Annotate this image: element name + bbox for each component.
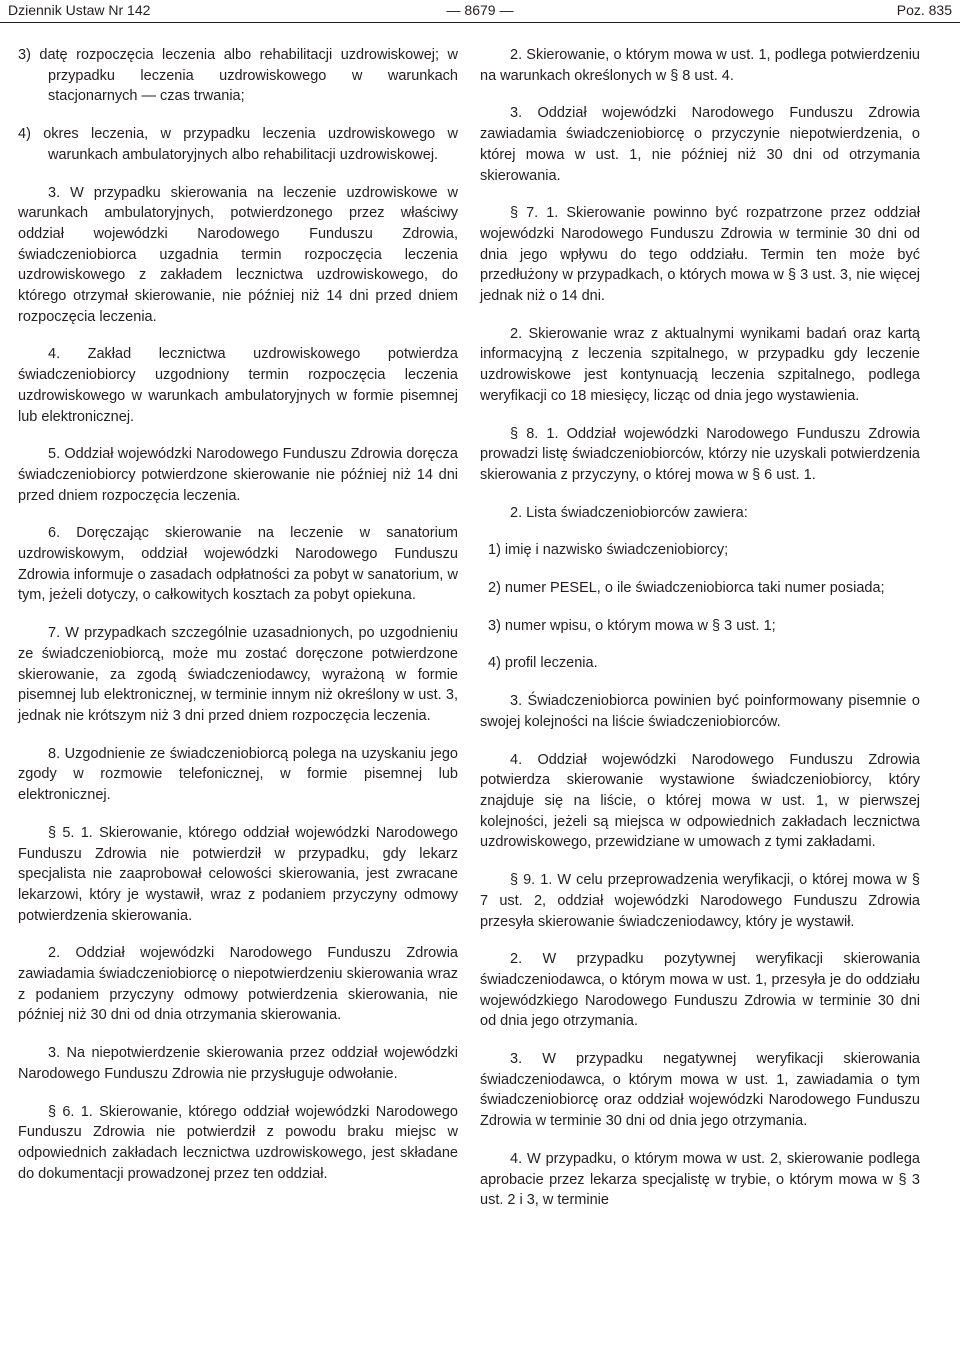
paragraph: 2. Lista świadczeniobiorców zawiera: (510, 504, 748, 521)
list-item: 3) numer wpisu, o którym mowa w § 3 ust. 1; (488, 617, 776, 634)
paragraph: 2. W przypadku pozytywnej weryfikacji skierowania świadczeniodawca, o którym mowa w ust. 1, przesyła je do oddziału wojewódzkiego Narodowego Funduszu Zdrowia w terminie 30 dni od dnia jego otrzymania. (480, 951, 920, 1030)
paragraph: 5. Oddział wojewódzki Narodowego Funduszu Zdrowia doręcza świadczeniobiorcy potwierdzone skierowanie nie później niż 14 dni przed dniem rozpoczęcia leczenia. (18, 446, 458, 504)
list-item: 4) okres leczenia, w przypadku leczenia uzdrowiskowego w warunkach ambulatoryjnych albo rehabilitacji uzdrowiskowej. (18, 126, 458, 163)
paragraph: 6. Doręczając skierowanie na leczenie w sanatorium uzdrowiskowym, oddział wojewódzki Narodowego Funduszu Zdrowia informuje o zasadach odpłatności za pobyt w sanatorium, w tym, jeżeli dotyczy, o całkowitych kosztach za pobyt opiekuna. (18, 525, 458, 604)
paragraph: § 5. 1. Skierowanie, którego oddział wojewódzki Narodowego Funduszu Zdrowia nie potwierdził w przypadku, gdy lekarz specjalista nie zaaprobował celowości skierowania, jest zwracane lekarzowi, który je wystawił, wraz z podaniem przyczyny odmowy potwierdzenia skierowania. (18, 824, 458, 924)
position-number: Poz. 835 (896, 2, 952, 18)
paragraph: 4. W przypadku, o którym mowa w ust. 2, skierowanie podlega aprobacie przez lekarza specjalistę w trybie, o którym mowa w § 3 ust. 2 i 3, w terminie (480, 1150, 920, 1209)
header-divider (0, 22, 960, 23)
paragraph: 3. Świadczeniobiorca powinien być poinformowany pisemnie o swojej kolejności na liście świadczeniobiorców. (480, 693, 920, 730)
left-column (18, 45, 458, 1201)
right-column (480, 45, 920, 1228)
paragraph: § 9. 1. W celu przeprowadzenia weryfikacji, o której mowa w § 7 ust. 2, oddział wojewódzki Narodowego Funduszu Zdrowia przesyła skierowanie świadczeniodawcy, który je wystawił. (480, 872, 920, 930)
list-item: 4) profil leczenia. (488, 655, 598, 672)
paragraph: 3. Na niepotwierdzenie skierowania przez oddział wojewódzki Narodowego Funduszu Zdrowia nie przysługuje odwołanie. (18, 1045, 458, 1082)
paragraph: 4. Oddział wojewódzki Narodowego Funduszu Zdrowia potwierdza skierowanie wystawione świadczeniobiorcy, który znajduje się na liście, o której mowa w ust. 1, w pierwszej kolejności, jeżeli są miejsca w odpowiednich zakładach lecznictwa uzdrowiskowego, przewidziane w umowach z tymi zakładami. (480, 751, 920, 851)
paragraph: 2. Oddział wojewódzki Narodowego Funduszu Zdrowia zawiadamia świadczeniobiorcę o niepotwierdzeniu skierowania wraz z podaniem przyczyny odmowy potwierdzenia skierowania, nie później niż 30 dni od dnia otrzymania skierowania. (18, 945, 458, 1024)
paragraph: 7. W przypadkach szczególnie uzasadnionych, po uzgodnieniu ze świadczeniobiorcą, może mu zostać doręczone potwierdzone skierowanie, za zgodą świadczeniodawcy, wyrażoną w formie pisemnej lub elektronicznej, w terminie innym niż określony w ust. 3, jednak nie krótszym niż 3 dni przed dniem rozpoczęcia leczenia. (18, 625, 458, 724)
paragraph: § 7. 1. Skierowanie powinno być rozpatrzone przez oddział wojewódzki Narodowego Funduszu Zdrowia w terminie 30 dni od dnia jego wpływu do tego oddziału. Termin ten może być przedłużony w przypadkach, o których mowa w § 3 ust. 3, nie więcej jednak niż o 14 dni. (480, 205, 920, 305)
journal-title: Dziennik Ustaw Nr 142 (8, 2, 151, 18)
list-item: 3) datę rozpoczęcia leczenia albo rehabilitacji uzdrowiskowej; w przypadku leczenia uzdrowiskowego w warunkach stacjonarnych — czas trwania; (18, 47, 458, 105)
paragraph: 3. W przypadku skierowania na leczenie uzdrowiskowe w warunkach ambulatoryjnych, potwierdzonego przez właściwy oddział wojewódzki Narodowego Funduszu Zdrowia, świadczeniobiorca uzgadnia termin rozpoczęcia leczenia uzdrowiskowego z zakładem lecznictwa uzdrowiskowego, do którego otrzymał skierowanie, nie później niż 14 dni przed dniem rozpoczęcia leczenia. (18, 184, 458, 325)
list-item: 2) numer PESEL, o ile świadczeniobiorca taki numer posiada; (488, 580, 885, 597)
paragraph: § 8. 1. Oddział wojewódzki Narodowego Funduszu Zdrowia prowadzi listę świadczeniobiorców, którzy nie uzyskali potwierdzenia skierowania z przyczyny, o której mowa w § 6 ust. 1. (480, 425, 920, 483)
paragraph: 2. Skierowanie wraz z aktualnymi wynikami badań oraz kartą informacyjną z leczenia szpitalnego, w przypadku gdy leczenie uzdrowiskowe jest kontynuacją leczenia szpitalnego, podlega weryfikacji co 18 miesięcy, licząc od dnia jego wystawienia. (480, 325, 920, 404)
paragraph: 3. Oddział wojewódzki Narodowego Funduszu Zdrowia zawiadamia świadczeniobiorcę o przyczynie niepotwierdzenia, o której mowa w ust. 1, nie później niż 30 dni od otrzymania skierowania. (480, 105, 920, 184)
paragraph: 2. Skierowanie, o którym mowa w ust. 1, podlega potwierdzeniu na warunkach określonych w § 8 ust. 4. (480, 47, 920, 84)
paragraph: 4. Zakład lecznictwa uzdrowiskowego potwierdza świadczeniobiorcy uzgodniony termin rozpoczęcia leczenia uzdrowiskowego w warunkach ambulatoryjnych w formie pisemnej lub elektronicznej. (18, 346, 458, 425)
paragraph: § 6. 1. Skierowanie, którego oddział wojewódzki Narodowego Funduszu Zdrowia nie potwierdził z powodu braku miejsc w odpowiednich zakładach lecznictwa uzdrowiskowego, jest składane do dokumentacji prowadzonej przez ten oddział. (18, 1103, 458, 1182)
paragraph: 3. W przypadku negatywnej weryfikacji skierowania świadczeniodawca, o którym mowa w ust. 1, zawiadamia o tym świadczeniobiorcę oraz oddział wojewódzki Narodowego Funduszu Zdrowia w terminie 30 dni od dnia jego otrzymania. (480, 1051, 920, 1130)
list-item: 1) imię i nazwisko świadczeniobiorcy; (488, 542, 729, 559)
page-number: — 8679 — (446, 2, 514, 18)
page-header (0, 0, 960, 24)
paragraph: 8. Uzgodnienie ze świadczeniobiorcą polega na uzyskaniu jego zgody w rozmowie telefonicznej, w formie pisemnej lub elektronicznej. (18, 745, 458, 804)
